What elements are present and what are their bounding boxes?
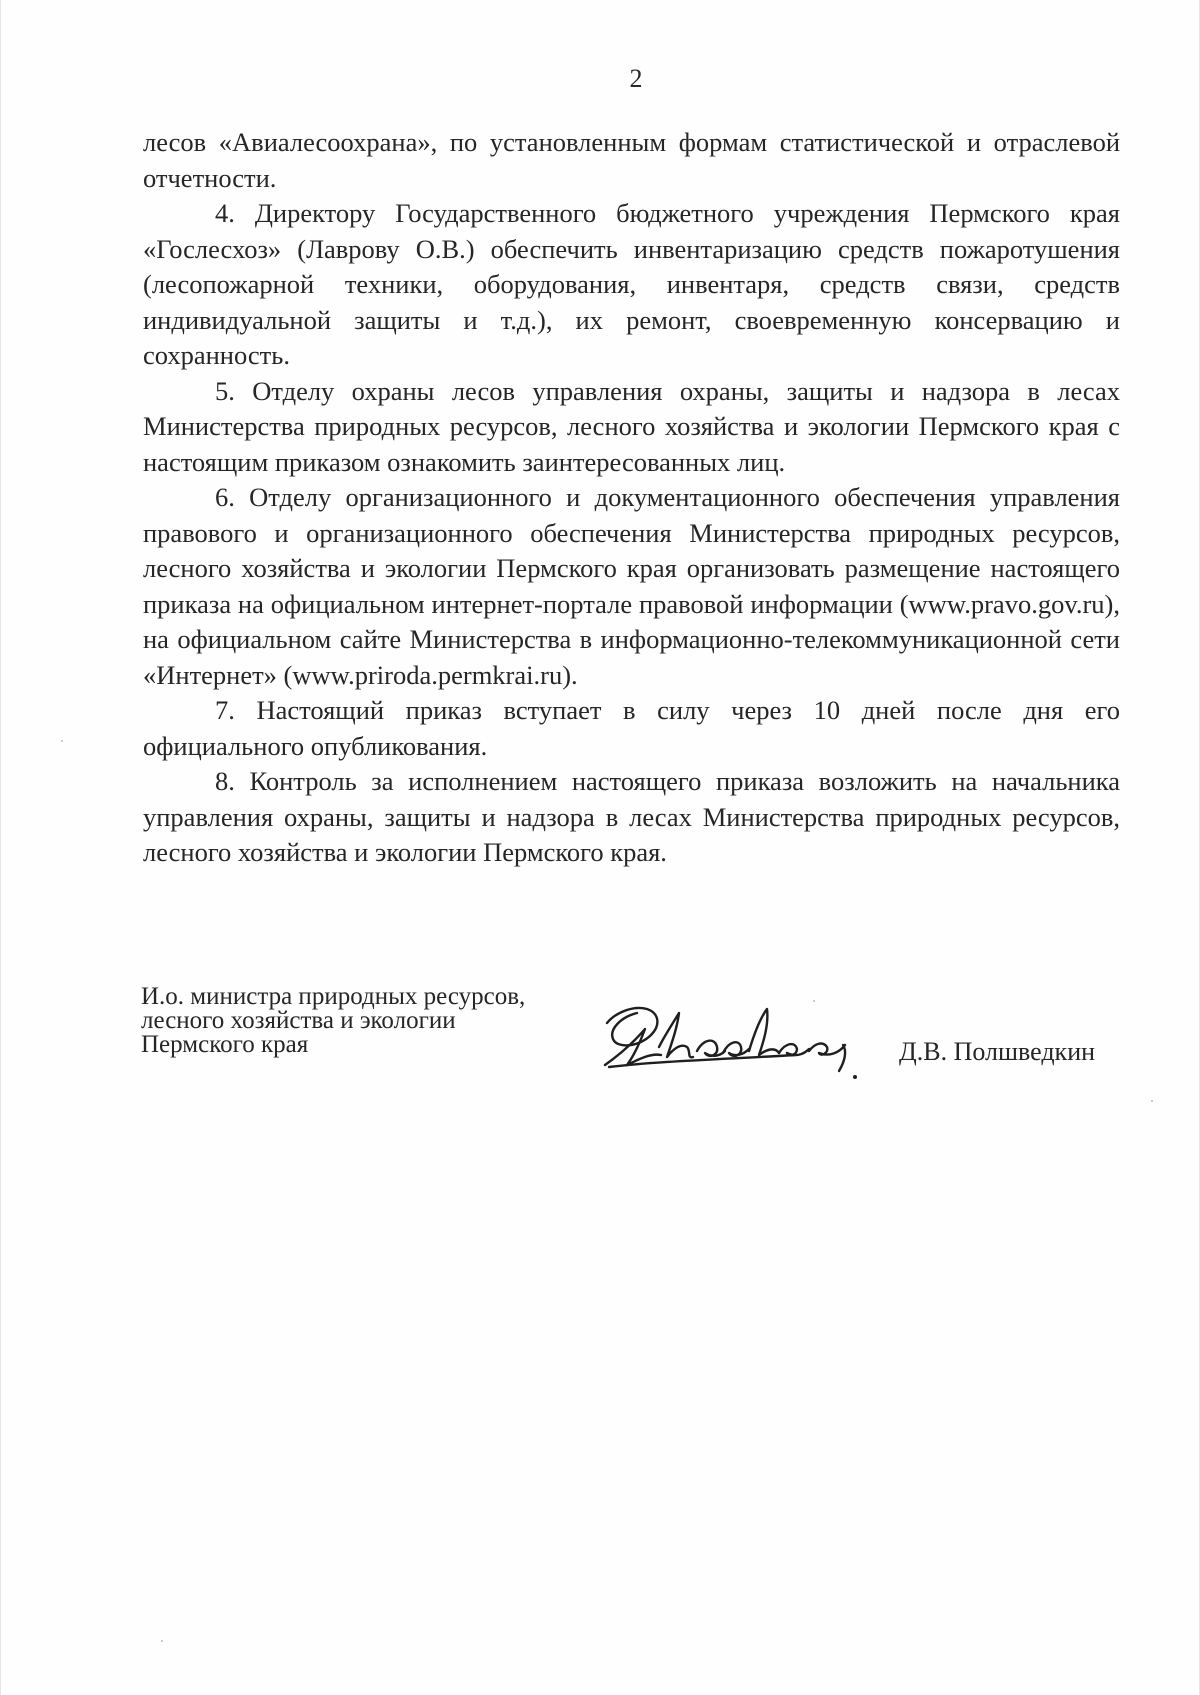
signatory-title-line: лесного хозяйства и экологии xyxy=(141,1007,456,1034)
scan-speck xyxy=(61,740,63,742)
document-body xyxy=(143,125,1120,871)
paragraph-item-6: 6. Отделу организационного и документационного обеспечения управления правового и организационного обеспечения Министерства природных ресурсов, лесного хозяйства и экологии Пермского края организовать размещение настоящего приказа на официальном интернет-портале правовой информации (www.pravo.gov.ru), на официальном сайте Министерства в информационно-телекоммуникационной сети «Интернет» (www.priroda.permkrai.ru). xyxy=(143,482,1120,690)
scan-speck xyxy=(1151,1100,1153,1102)
signatory-title-line: И.о. министра природных ресурсов, xyxy=(141,983,526,1010)
page-number: 2 xyxy=(629,64,643,93)
paragraph-item-4: 4. Директору Государственного бюджетного учреждения Пермского края «Гослесхоз» (Лаврову О.В.) обеспечить инвентаризацию средств пожаротушения (лесопожарной техники, оборудования, инвентаря, средств связи, средств индивидуальной защиты и т.д.), их ремонт, своевременную консервацию и сохранность. xyxy=(143,198,1120,370)
scan-speck xyxy=(161,1640,163,1642)
paragraph-item-5: 5. Отделу охраны лесов управления охраны, защиты и надзора в лесах Министерства природных ресурсов, лесного хозяйства и экологии Пермского края с настоящим приказом ознакомить заинтересованных лиц. xyxy=(143,375,1120,477)
signatory-title-line: Пермского края xyxy=(141,1031,309,1058)
handwritten-signature xyxy=(599,995,869,1085)
scan-speck xyxy=(813,1000,815,1002)
signatory-title xyxy=(141,985,611,1057)
signature-block xyxy=(141,985,1131,1095)
paragraph-item-8: 8. Контроль за исполнением настоящего приказа возложить на начальника управления охраны, защиты и надзора в лесах Министерства природных ресурсов, лесного хозяйства и экологии Пермского края. xyxy=(143,766,1120,867)
paragraph-continuation: лесов «Авиалесоохрана», по установленным формам статистической и отраслевой отчетности. xyxy=(143,127,1120,193)
signatory-name: Д.В. Полшведкин xyxy=(899,1037,1096,1066)
paragraph-item-7: 7. Настоящий приказ вступает в силу через 10 дней после дня его официального опубликования. xyxy=(143,695,1120,761)
